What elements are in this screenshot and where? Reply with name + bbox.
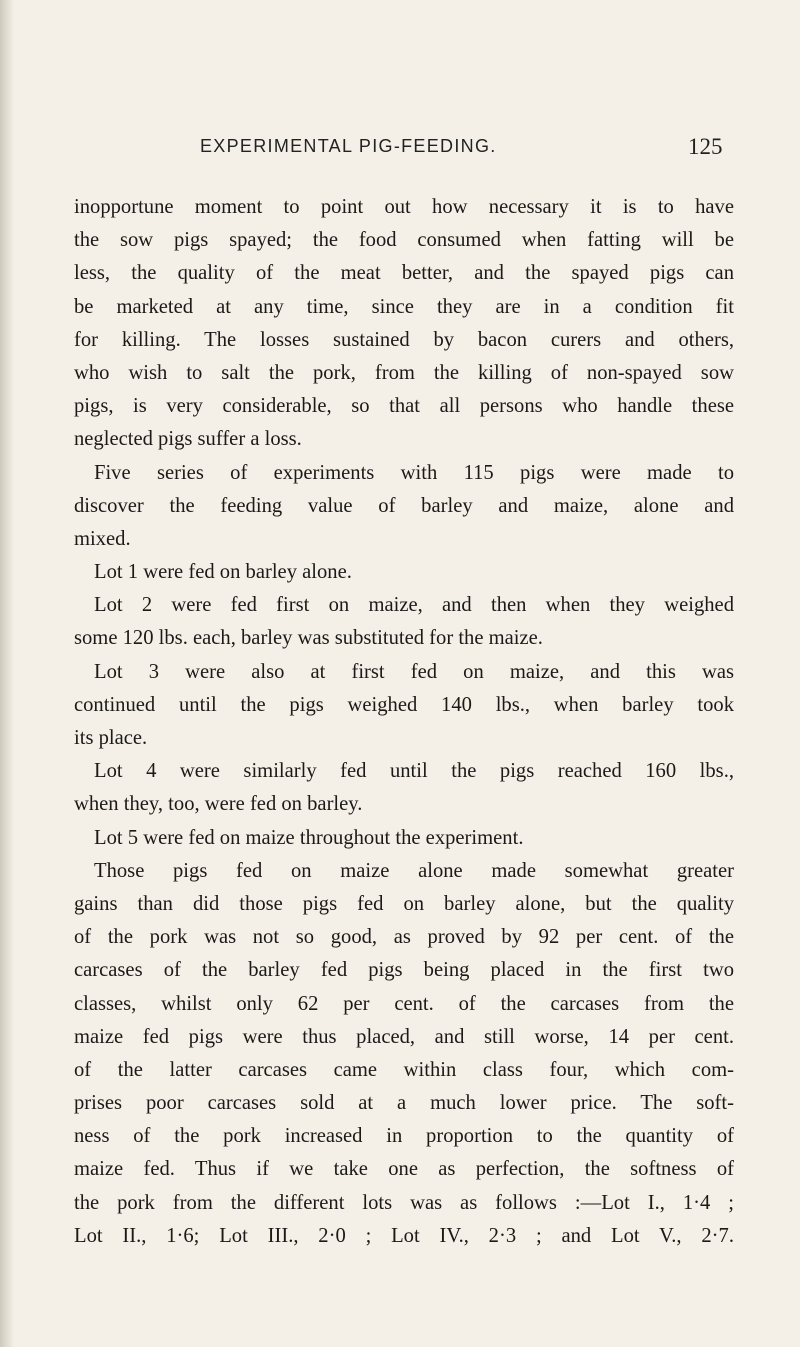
text-line: its place. [74,727,148,749]
text-line: classes, whilst only 62 per cent. of the carcases from the [74,992,734,1015]
page-header [0,136,800,166]
text-line: continued until the pigs weighed 140 lbs., when barley took [74,693,734,716]
text-line: be marketed at any time, since they are in a condition fit [74,295,734,318]
text-line: when they, too, were fed on barley. [74,793,363,816]
text-line: Lot 3 were also at first fed on maize, and this was [94,660,734,683]
running-title: EXPERIMENTAL PIG-FEEDING. [200,136,497,156]
text-line: maize fed pigs were thus placed, and still worse, 14 per cent. [74,1025,734,1048]
text-line: of the pork was not so good, as proved by 92 per cent. of the [74,926,734,949]
text-line: for killing. The losses sustained by bacon curers and others, [74,328,734,351]
body-text [74,191,734,1253]
text-line: Lot 4 were similarly fed until the pigs reached 160 lbs., [94,760,734,783]
text-line: prises poor carcases sold at a much lower price. The soft- [74,1092,734,1115]
text-line: Five series of experiments with 115 pigs were made to [94,461,734,484]
text-line: pigs, is very considerable, so that all persons who handle these [74,395,734,418]
text-line: inopportune moment to point out how necessary it is to have [74,196,734,218]
page-number: 125 [688,134,723,159]
text-line: of the latter carcases came within class four, which com- [74,1058,734,1081]
text-line: the sow pigs spayed; the food consumed when fatting will be [74,229,734,252]
text-line: mixed. [74,527,131,550]
text-line: some 120 lbs. each, barley was substituted for the maize. [74,627,543,650]
text-line: neglected pigs suffer a loss. [74,428,302,451]
text-line: Those pigs fed on maize alone made somewhat greater [94,859,734,882]
text-line: who wish to salt the pork, from the killing of non-spayed sow [74,361,734,384]
text-line: Lot 2 were fed first on maize, and then when they weighed [94,594,734,617]
text-line: discover the feeding value of barley and maize, alone and [74,494,734,517]
text-line: ness of the pork increased in proportion to the quantity of [74,1125,734,1148]
text-line: carcases of the barley fed pigs being placed in the first two [74,959,734,982]
text-line: maize fed. Thus if we take one as perfection, the softness of [74,1158,734,1181]
text-line: Lot 1 were fed on barley alone. [94,561,352,584]
page-gutter-shadow [0,0,14,1347]
text-line: the pork from the different lots was as follows :—Lot I., 1·4 ; [74,1191,734,1214]
text-line: Lot II., 1·6; Lot III., 2·0 ; Lot IV., 2·3 ; and Lot V., 2·7. [74,1224,734,1247]
text-line: Lot 5 were fed on maize throughout the experiment. [94,826,524,849]
text-line: gains than did those pigs fed on barley alone, but the quality [74,892,734,915]
text-line: less, the quality of the meat better, and the spayed pigs can [74,262,734,285]
